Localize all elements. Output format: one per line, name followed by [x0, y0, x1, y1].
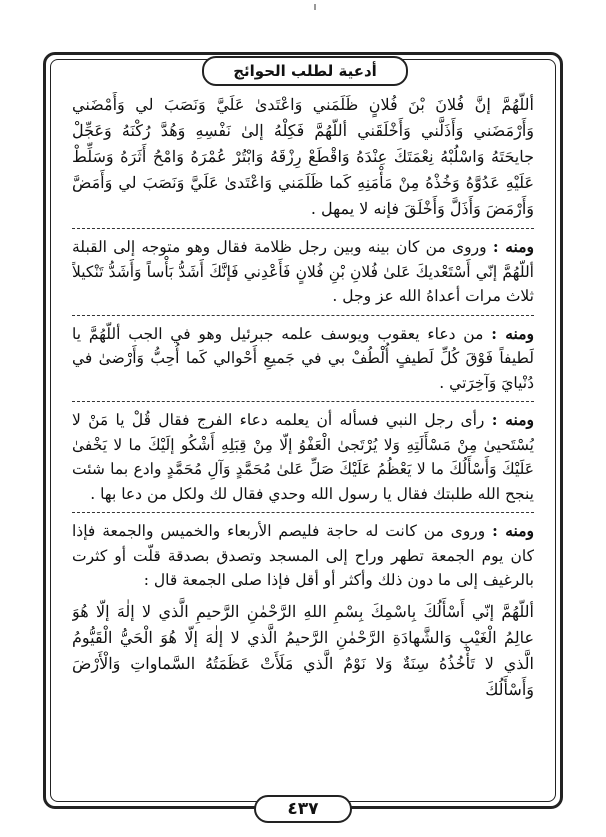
- narration-paragraph: [72, 235, 534, 309]
- supplication-paragraph: [72, 92, 534, 222]
- section-divider: [72, 401, 534, 402]
- paragraph-text: أللّهُمَّ إنّي أَسْأَلُكَ بِاسْمِكَ بِسْمِ اللهِ الرَّحْمٰنِ الرَّحيمِ الَّذي لا إلٰهَ إلّا هُوَ عالِمُ الْغَيْبِ وَالشَّهادَةِ الرَّحْمٰنِ الرَّحيمُ الَّذي لا إلٰهَ إلّا هُوَ الْحَيُّ الْقَيُّومُ الَّذي لا تَأْخُذُهُ سِنَةٌ وَلا نَوْمٌ الَّذي مَلَأَتْ عَظَمَتُهُ السَّماواتِ وَالْأَرْضَ وَأَسْأَلُكَ: [72, 601, 534, 699]
- paragraph-text: أللّهُمَّ إنَّ فُلانَ بْنَ فُلانٍ ظَلَمَني وَاعْتَدىٰ عَلَيَّ وَنَصَبَ لي وَأَمْضَني وَأَرْمَضَني وَأَذَلَّني وَأَخْلَقَني أللّهُمَّ فَكِلْهُ إلىٰ نَفْسِهِ وَهُدَّ رُكْنَهُ وَعَجِّلْ جايحَتَهُ وَاسْلُبْهُ نِعْمَتَكَ عِنْدَهُ وَاقْطَعْ رِزْقَهُ وَابْتُرْ عُمْرَهُ وَامْحُ أَثَرَهُ وَسَلِّطْ عَلَيْهِ عَدُوَّهُ وَخُذْهُ مِنْ مَأْمَنِهِ كَما ظَلَمَني وَاعْتَدىٰ عَلَيَّ وَنَصَبَ لي وَأَمَضَّ وَأَرْمَضَ وَأَذَلَّ وَأَخْلَقَ فإنه لا يمهل .: [72, 95, 534, 218]
- paragraph-text: رأى رجل النبي فسأله أن يعلمه دعاء الفرج فقال قُلْ يا مَنْ لا يُسْتَحيىٰ مِنْ مَسْأَلَتِهِ وَلا يُرْتَجىٰ الْعَفْوُ إلّا مِنْ قِبَلِهِ أَشْكُو إلَيْكَ ما لا يَخْفىٰ عَلَيْكَ وَأَسْأَلُكَ ما لا يَعْظُمُ عَلَيْكَ صَلِّ عَلىٰ مُحَمَّدٍ وَآلِ مُحَمَّدٍ وادع بما شئت ينجح الله طلبتك فقال يا رسول الله وحدي فقال لك ولكل من دعا بها .: [72, 411, 534, 503]
- chapter-title-box: [202, 56, 408, 86]
- paragraph-lead: ومنه :: [491, 410, 534, 429]
- section-divider: [72, 228, 534, 229]
- narration-paragraph: [72, 519, 534, 593]
- narration-paragraph: [72, 322, 534, 396]
- page-number: ٤٣٧: [287, 799, 319, 819]
- paragraph-text: من دعاء يعقوب ويوسف علمه جبرئيل وهو في الجب أللّهُمَّ يا لَطيفاً فَوْقَ كُلِّ لَطيفٍ أُلْطُفْ بي في جَميعِ أَحْوالي كَما أُحِبُّ وَأَرْضىٰ في دُنْيايَ وَآخِرَتي .: [72, 324, 534, 392]
- section-divider: [72, 315, 534, 316]
- page-number-box: [254, 795, 352, 823]
- supplication-paragraph: [72, 599, 534, 703]
- paragraph-text: وروى من كانت له حاجة فليصم الأربعاء والخميس والجمعة فإذا كان يوم الجمعة تطهر وراح إلى المسجد وتصدق بصدقة قلّت أو كثرت بالرغيف إلى ما دون ذلك وأكثر أو أقل فإذا صلى الجمعة قال :: [72, 522, 534, 589]
- section-divider: [72, 512, 534, 513]
- top-mark: [312, 4, 318, 10]
- narration-paragraph: [72, 408, 534, 506]
- paragraph-lead: ومنه :: [492, 521, 534, 540]
- paragraph-lead: ومنه :: [491, 323, 534, 343]
- page-content: [72, 92, 534, 782]
- paragraph-text: وروى من كان بينه وبين رجل ظلامة فقال وهو متوجه إلى القبلة أللّهُمَّ إنّي أَسْتَعْديكَ عَلىٰ فُلانِ بْنِ فُلانٍ فَأَعْدِني فَإنَّكَ أَشَدُّ بَأْساً وَأَشَدُّ تَنْكيلاً ثلاث مرات أعداهُ الله عز وجل .: [72, 238, 534, 305]
- paragraph-lead: ومنه :: [492, 237, 534, 256]
- chapter-title: أدعية لطلب الحوائج: [233, 62, 377, 80]
